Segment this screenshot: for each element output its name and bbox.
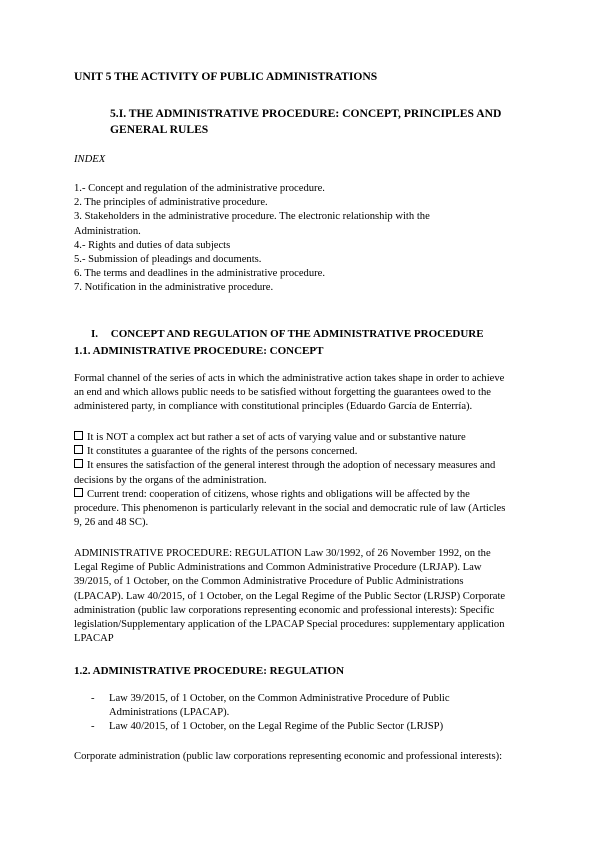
paragraph-line: Formal channel of the series of acts in which the administrative action takes shape in order to achieve [74,373,505,384]
definition-paragraph [74,372,534,415]
index-item: 7. Notification in the administrative procedure. [74,282,274,294]
list-item-text: It is NOT a complex act but rather a set of acts of varying value and or substantive nature [87,432,466,443]
laws-list [74,692,534,735]
paragraph-line: administered party, in compliance with constitutional principles (Eduardo García de Enterría). [74,401,473,413]
checkbox-bullet-icon [74,488,83,497]
law-item [74,692,534,720]
list-item-text: It constitutes a guarantee of the rights of the persons concerned. [87,446,358,458]
law-line: Administrations (LPACAP). [109,707,230,719]
checkbox-bullet-icon [74,459,83,468]
section-heading [91,327,484,341]
checkbox-bullet-icon [74,431,83,440]
paragraph-line: administration (public law corporations representing economic and professional interests): Specific [74,604,495,616]
section-number: I. [91,328,99,340]
index-item: 1.- Concept and regulation of the administrative procedure. [74,183,325,194]
list-item [74,459,534,473]
subtitle-line: GENERAL RULES [110,123,209,136]
list-item [74,488,534,502]
paragraph-line: an end and which allows public needs to be satisfied without forgetting the guarantees owed to the [74,387,491,399]
paragraph-line: 39/2015, of 1 October, on the Common Administrative Procedure of Public Administrations [74,576,464,588]
law-line: Law 39/2015, of 1 October, on the Common Administrative Procedure of Public [109,693,450,704]
subtitle-line: 5.I. THE ADMINISTRATIVE PROCEDURE: CONCEPT, PRINCIPLES AND [110,107,502,120]
unit-title: UNIT 5 THE ACTIVITY OF PUBLIC ADMINISTRATIONS [74,70,378,83]
paragraph-line: (LPACAP). Law 40/2015, of 1 October, on the Legal Regime of the Public Sector (LRJSP) Corporate [74,590,506,602]
list-item-continuation: 9, 26 and 48 SC). [74,517,149,529]
regulation-paragraph [74,547,534,646]
paragraph-line: Legal Regime of Public Administrations and Common Administrative Procedure (LRJAP). Law [74,562,482,574]
checkbox-bullet-icon [74,445,83,454]
list-item-continuation: procedure. This phenomenon is particularly relevant in the social and democratic rule of law (Articles [74,503,506,515]
corporate-administration-line: Corporate administration (public law corporations representing economic and professional interests): [74,751,503,762]
list-item-text: Current trend: cooperation of citizens, whose rights and obligations will be affected by the [87,488,470,500]
subsection-heading-concept: 1.1. ADMINISTRATIVE PROCEDURE: CONCEPT [74,345,324,357]
list-item [74,431,534,445]
index-item: 6. The terms and deadlines in the administrative procedure. [74,268,326,280]
index-item: 2. The principles of administrative procedure. [74,197,268,209]
law-item [74,720,534,734]
paragraph-line: LPACAP [74,633,114,645]
index-item: Administration. [74,225,141,237]
index-item: 4.- Rights and duties of data subjects [74,239,231,251]
dash-bullet: - [91,721,95,733]
dash-bullet: - [91,693,95,704]
paragraph-line: ADMINISTRATIVE PROCEDURE: REGULATION Law 30/1992, of 26 November 1992, on the [74,548,491,559]
section-subtitle [110,106,550,138]
list-item [74,445,534,459]
subsection-heading-regulation: 1.2. ADMINISTRATIVE PROCEDURE: REGULATION [74,665,345,677]
paragraph-line: legislation/Supplementary application of the LPACAP Special procedures: supplementary application [74,619,505,631]
index-list [74,182,534,296]
law-line: Law 40/2015, of 1 October, on the Legal Regime of the Public Sector (LRJSP) [109,721,444,733]
index-item: 5.- Submission of pleadings and documents. [74,254,262,266]
characteristics-list [74,431,534,530]
section-title: CONCEPT AND REGULATION OF THE ADMINISTRATIVE PROCEDURE [110,328,484,340]
index-heading: INDEX [74,154,106,165]
list-item-continuation: decisions by the organs of the administration. [74,474,267,486]
list-item-text: It ensures the satisfaction of the general interest through the adoption of necessary measures and [87,460,496,472]
index-item: 3. Stakeholders in the administrative procedure. The electronic relationship with the [74,211,430,223]
